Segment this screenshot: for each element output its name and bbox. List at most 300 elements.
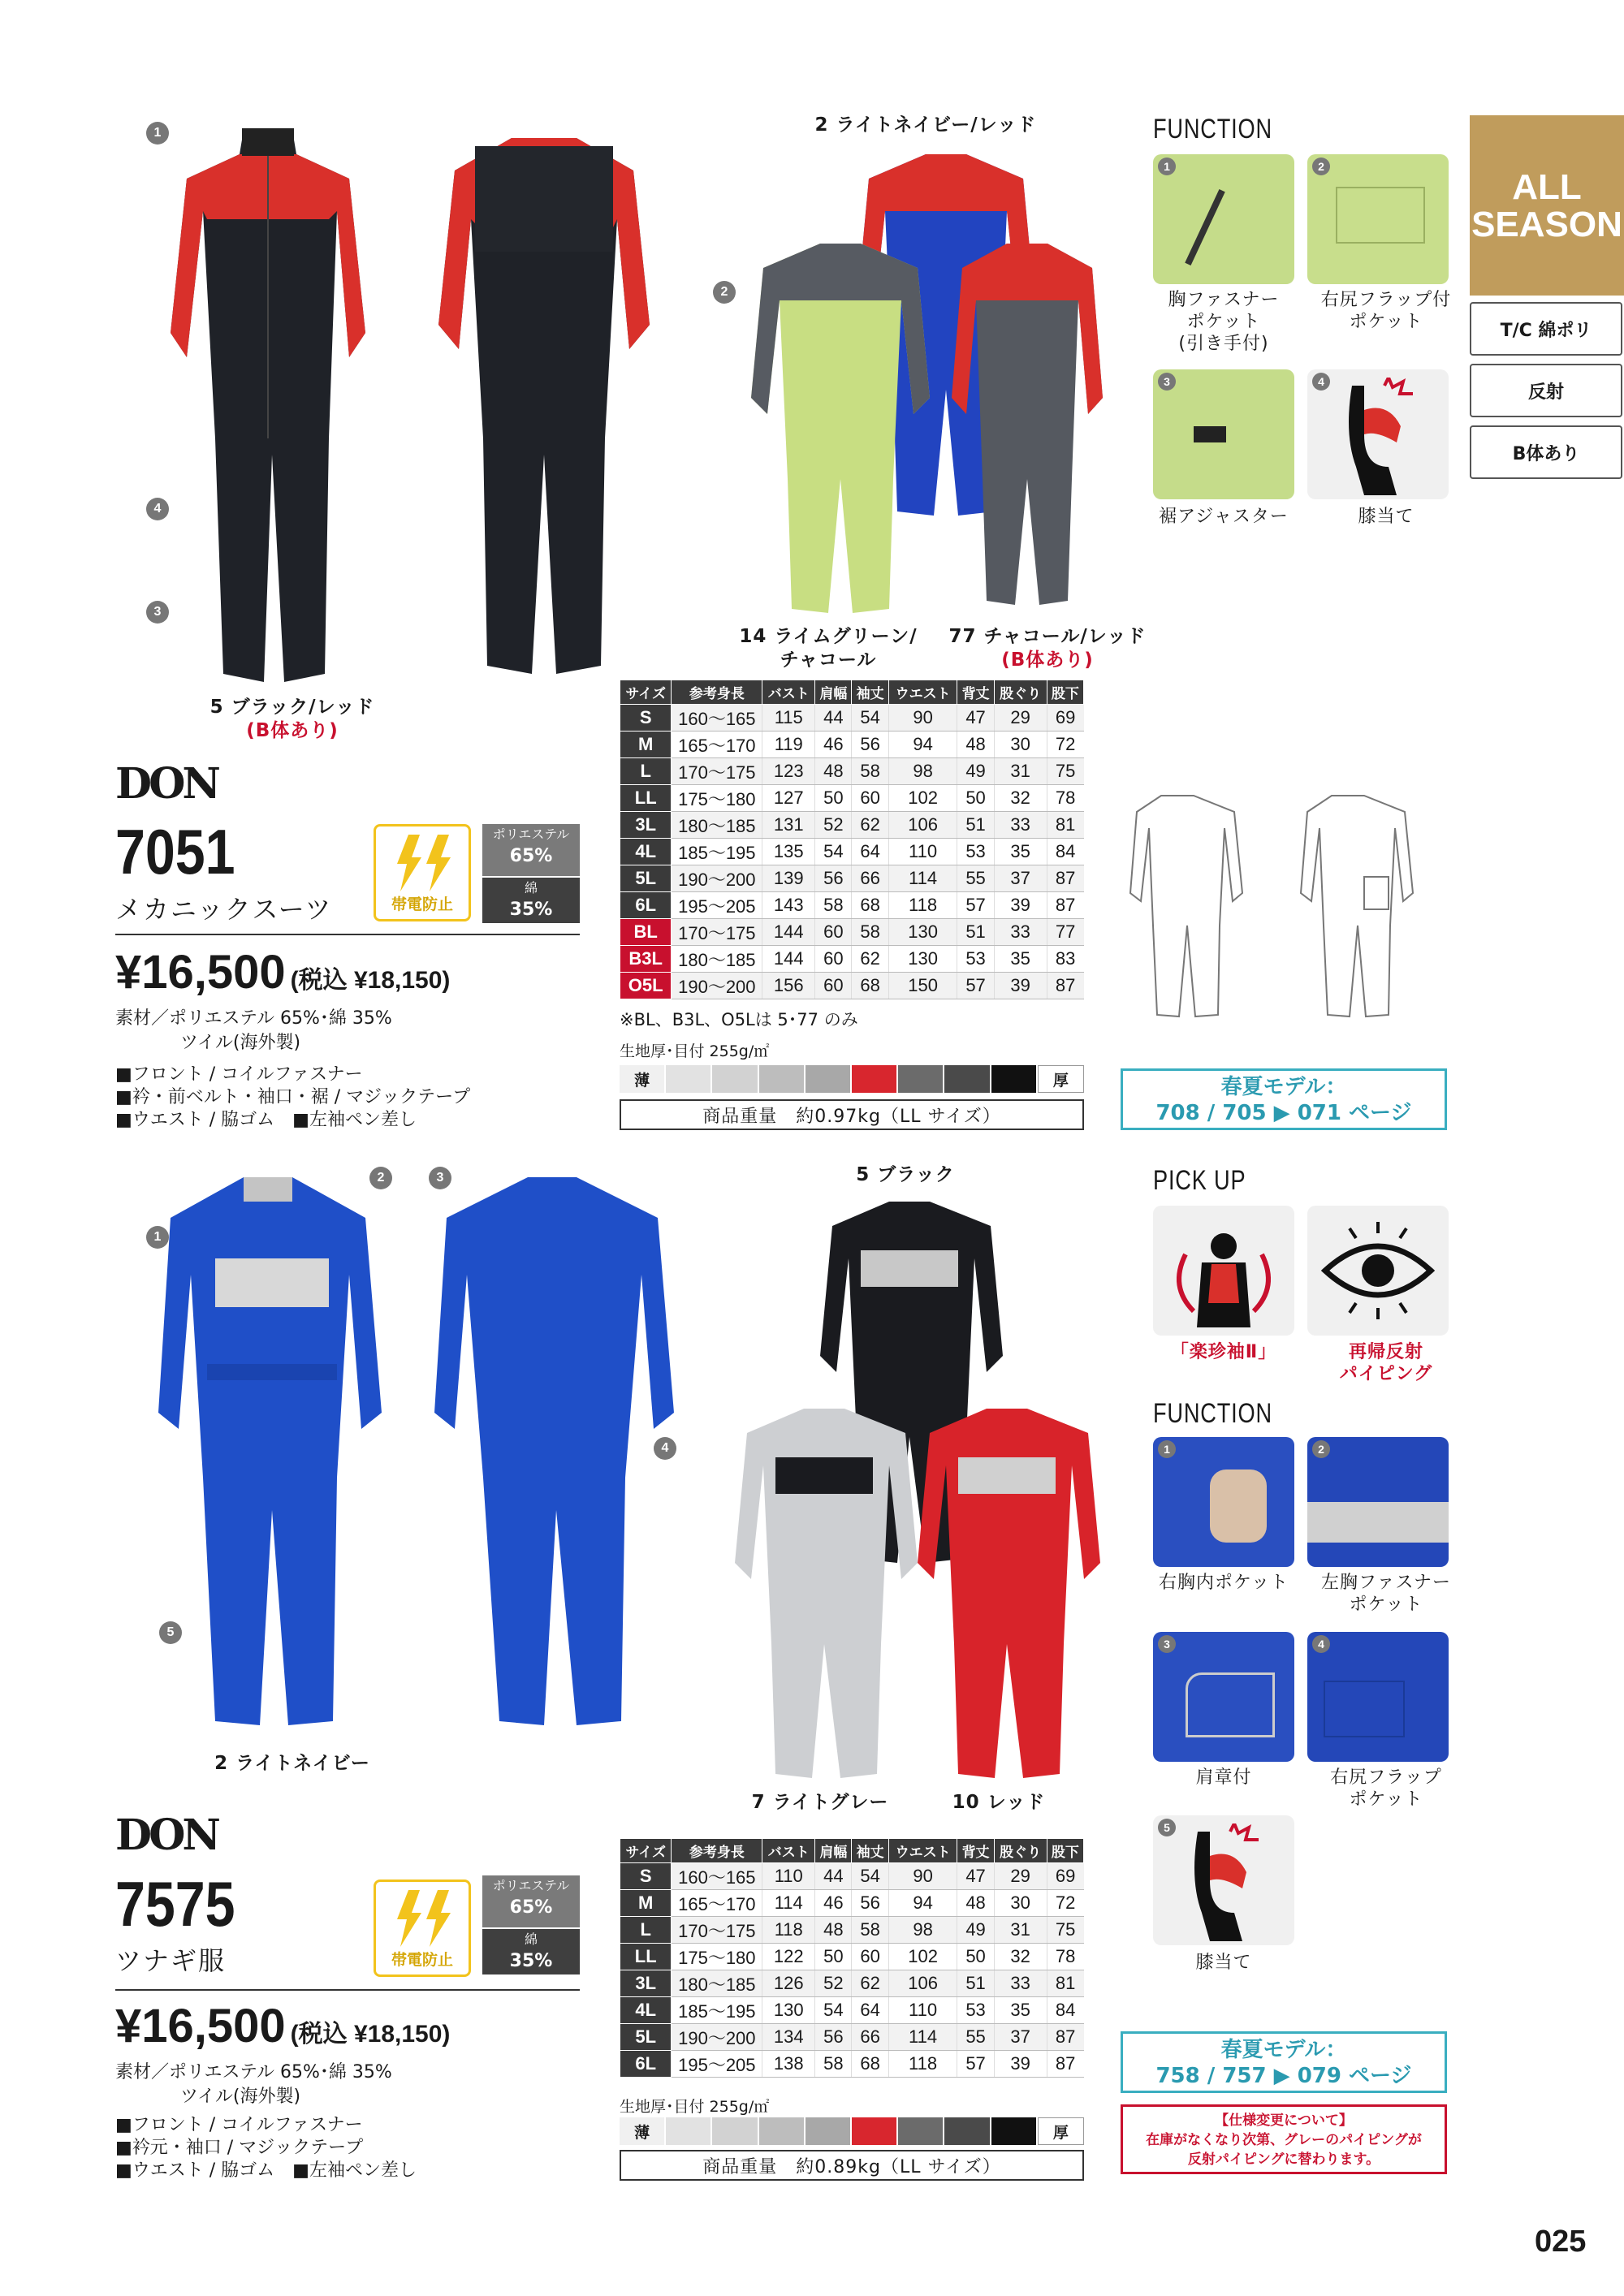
caption-black: 5 ブラック (856, 1164, 955, 1185)
table-cell: 54 (815, 839, 852, 865)
table-cell: 130 (888, 946, 957, 973)
table-cell: 66 (852, 2024, 888, 2051)
caption-red: 10 レッド (952, 1792, 1046, 1813)
product-weight: 商品重量 約0.89kg（LL サイズ） (620, 2150, 1084, 2181)
table-cell: 144 (762, 919, 815, 946)
table-cell: 50 (815, 1944, 852, 1970)
table-cell: 50 (815, 785, 852, 812)
table-cell: 72 (1047, 732, 1083, 758)
function-label-5: 膝当て (1195, 1953, 1252, 1973)
function-label-4: 膝当て (1358, 507, 1415, 527)
spring-model-link-1[interactable]: 春夏モデル： 708 / 705 ▶ 071 ページ (1121, 1068, 1447, 1130)
table-cell: 51 (957, 919, 994, 946)
table-cell: 190～200 (672, 973, 762, 999)
spec-change-notice: 【仕様変更について】 在庫がなくなり次第、グレーのパイピングが 反射パイピングに替わります。 (1121, 2104, 1447, 2174)
size-cell: 3L (620, 812, 672, 839)
caption-charcoal: 77 チャコール/レッド (B体あり) (948, 626, 1147, 671)
table-row (620, 919, 1084, 946)
thickness-label: 生地厚･目付 255g/㎡ (620, 2098, 770, 2116)
table-header: 股ぐり (994, 1839, 1047, 1863)
table-row (620, 1863, 1084, 1890)
table-cell: 114 (888, 865, 957, 892)
table-header: サイズ (620, 680, 672, 705)
function-label-2: 左胸ファスナー ポケット (1320, 1573, 1452, 1615)
table-header: 股下 (1047, 1839, 1083, 1863)
table-cell: 49 (957, 758, 994, 785)
spring-model-link-2[interactable]: 春夏モデル： 758 / 757 ▶ 079 ページ (1121, 2031, 1447, 2093)
table-cell: 90 (888, 705, 957, 732)
table-cell: 52 (815, 812, 852, 839)
table-cell: 29 (994, 705, 1047, 732)
table-cell: 195～205 (672, 892, 762, 919)
table-cell: 150 (888, 973, 957, 999)
fabric-cotton: 綿 35% (482, 878, 580, 923)
table-cell: 98 (888, 1917, 957, 1944)
table-header: 袖丈 (852, 1839, 888, 1863)
table-row (620, 1997, 1084, 2024)
table-cell: 87 (1047, 2024, 1083, 2051)
table-header: 股ぐり (994, 680, 1047, 705)
table-cell: 94 (888, 732, 957, 758)
table-cell: 98 (888, 758, 957, 785)
table-cell: 185～195 (672, 1997, 762, 2024)
table-cell: 54 (815, 1997, 852, 2024)
table-row (620, 2051, 1084, 2078)
eye-icon (1317, 1222, 1439, 1319)
table-header: バスト (762, 680, 815, 705)
table-cell: 130 (888, 919, 957, 946)
table-cell: 87 (1047, 892, 1083, 919)
table-cell: 50 (957, 785, 994, 812)
function-label-2: 右尻フラップ付 ポケット (1320, 290, 1452, 332)
table-cell: 170～175 (672, 1917, 762, 1944)
size-cell: BL (620, 919, 672, 946)
size-cell: M (620, 732, 672, 758)
table-cell: 160～165 (672, 1863, 762, 1890)
table-cell: 62 (852, 1970, 888, 1997)
function-photo-4: 4 (1307, 1632, 1449, 1762)
brand-logo: DON (115, 1810, 218, 1860)
model-number: 7575 (115, 1868, 235, 1940)
table-cell: 118 (888, 2051, 957, 2078)
table-cell: 58 (815, 892, 852, 919)
caption-black-red: 5 ブラック/レッド (B体あり) (209, 697, 375, 741)
all-season-tab: ALL SEASON (1470, 115, 1624, 296)
bolt-icon (391, 1890, 459, 1947)
table-cell: 37 (994, 865, 1047, 892)
table-cell: 44 (815, 705, 852, 732)
fabric-polyester: ポリエステル 65% (482, 1875, 580, 1927)
function-photo-3: 3 (1153, 369, 1294, 499)
knee-icon (1186, 1823, 1267, 1941)
table-cell: 37 (994, 2024, 1047, 2051)
material: 素材／ポリエステル 65%･綿 35% ツイル(海外製) (115, 1008, 392, 1053)
table-cell: 115 (762, 705, 815, 732)
table-cell: 81 (1047, 1970, 1083, 1997)
table-cell: 33 (994, 1970, 1047, 1997)
size-cell: 4L (620, 1997, 672, 2024)
table-cell: 143 (762, 892, 815, 919)
table-cell: 110 (762, 1863, 815, 1890)
table-cell: 39 (994, 973, 1047, 999)
table-note: ※BL、B3L、O5Lは 5･77 のみ (620, 1010, 858, 1029)
table-row (620, 705, 1084, 732)
table-cell: 156 (762, 973, 815, 999)
suit-7575-blue-back (426, 1169, 678, 1729)
table-header: 背丈 (957, 1839, 994, 1863)
table-row (620, 1917, 1084, 1944)
table-cell: 33 (994, 919, 1047, 946)
function-label-3: 裾アジャスター (1159, 507, 1289, 527)
table-header: 肩幅 (815, 680, 852, 705)
callout-3: 3 (146, 601, 169, 624)
table-cell: 138 (762, 2051, 815, 2078)
function-label-1: 右胸内ポケット (1159, 1573, 1289, 1593)
table-cell: 46 (815, 1890, 852, 1917)
antistatic-badge: 帯電防止 (374, 824, 471, 921)
table-cell: 49 (957, 1917, 994, 1944)
table-cell: 118 (762, 1917, 815, 1944)
table-cell: 83 (1047, 946, 1083, 973)
table-row (620, 812, 1084, 839)
table-cell: 57 (957, 973, 994, 999)
table-cell: 56 (815, 2024, 852, 2051)
table-cell: 118 (888, 892, 957, 919)
function-label-4: 右尻フラップ ポケット (1330, 1767, 1442, 1810)
table-cell: 62 (852, 946, 888, 973)
size-cell: 5L (620, 865, 672, 892)
function-photo-2: 2 (1307, 1437, 1449, 1567)
table-cell: 35 (994, 1997, 1047, 2024)
features: ■フロント / コイルファスナー ■衿元・袖口 / マジックテープ ■ウエスト / 脇ゴム ■左袖ペン差し (115, 2115, 417, 2181)
table-cell: 68 (852, 892, 888, 919)
size-cell: 3L (620, 1970, 672, 1997)
function-title-2: FUNCTION (1153, 1398, 1272, 1429)
table-cell: 114 (762, 1890, 815, 1917)
table-cell: 190～200 (672, 2024, 762, 2051)
function-photo-1: 1 (1153, 1437, 1294, 1567)
pickup-reflective-icon (1307, 1206, 1449, 1336)
size-cell: L (620, 1917, 672, 1944)
table-row (620, 1944, 1084, 1970)
table-cell: 72 (1047, 1890, 1083, 1917)
table-cell: 64 (852, 839, 888, 865)
pickup-label-1: 「楽珍袖Ⅱ」 (1170, 1342, 1277, 1362)
product-name: メカニックスーツ (115, 894, 333, 925)
callout-3: 3 (429, 1167, 451, 1189)
table-cell: 110 (888, 839, 957, 865)
table-cell: 106 (888, 812, 957, 839)
table-cell: 170～175 (672, 919, 762, 946)
table-row (620, 865, 1084, 892)
table-cell: 69 (1047, 1863, 1083, 1890)
product-weight: 商品重量 約0.97kg（LL サイズ） (620, 1099, 1084, 1130)
table-cell: 35 (994, 839, 1047, 865)
price: ¥16,500 (税込 ¥18,150) (115, 2000, 451, 2052)
table-header: サイズ (620, 1839, 672, 1863)
table-cell: 68 (852, 2051, 888, 2078)
table-cell: 50 (957, 1944, 994, 1970)
table-row (620, 973, 1084, 999)
material: 素材／ポリエステル 65%･綿 35% ツイル(海外製) (115, 2062, 392, 2107)
thickness-scale: 薄 厚 (620, 1065, 1084, 1093)
table-row (620, 892, 1084, 919)
size-cell: 6L (620, 892, 672, 919)
table-cell: 123 (762, 758, 815, 785)
table-cell: 165～170 (672, 1890, 762, 1917)
size-cell: 6L (620, 2051, 672, 2078)
table-cell: 32 (994, 1944, 1047, 1970)
knee-icon (1340, 378, 1421, 495)
table-cell: 60 (852, 1944, 888, 1970)
table-cell: 68 (852, 973, 888, 999)
size-cell: L (620, 758, 672, 785)
table-cell: 175～180 (672, 785, 762, 812)
table-header: 股下 (1047, 680, 1083, 705)
table-cell: 78 (1047, 1944, 1083, 1970)
table-row (620, 946, 1084, 973)
table-cell: 130 (762, 1997, 815, 2024)
price: ¥16,500 (税込 ¥18,150) (115, 946, 451, 999)
table-cell: 87 (1047, 973, 1083, 999)
size-cell: B3L (620, 946, 672, 973)
table-cell: 53 (957, 1997, 994, 2024)
fabric-polyester: ポリエステル 65% (482, 824, 580, 876)
table-cell: 58 (815, 2051, 852, 2078)
suit-7051-black-front (162, 114, 374, 698)
size-cell: S (620, 1863, 672, 1890)
callout-1: 1 (146, 122, 169, 145)
table-cell: 84 (1047, 839, 1083, 865)
table-cell: 66 (852, 865, 888, 892)
table-cell: 30 (994, 1890, 1047, 1917)
function-label-1: 胸ファスナー ポケット (引き手付) (1168, 290, 1280, 354)
table-cell: 48 (815, 758, 852, 785)
pickup-label-2: 再帰反射 パイピング (1339, 1342, 1433, 1384)
function-label-3: 肩章付 (1195, 1767, 1252, 1788)
table-cell: 114 (888, 2024, 957, 2051)
tech-drawing-7051 (1121, 788, 1453, 1023)
suit-7051-charcoal (950, 235, 1104, 609)
table-cell: 46 (815, 732, 852, 758)
callout-4: 4 (146, 498, 169, 520)
table-cell: 54 (852, 705, 888, 732)
features: ■フロント / コイルファスナー ■衿・前ベルト・袖口・裾 / マジックテープ ■ウエスト / 脇ゴム ■左袖ペン差し (115, 1064, 471, 1130)
table-cell: 57 (957, 2051, 994, 2078)
table-cell: 60 (815, 919, 852, 946)
table-cell: 48 (815, 1917, 852, 1944)
product-name: ツナギ服 (115, 1945, 227, 1976)
table-cell: 78 (1047, 785, 1083, 812)
table-cell: 51 (957, 812, 994, 839)
thickness-scale: 薄 厚 (620, 2117, 1084, 2145)
callout-4: 4 (654, 1437, 676, 1460)
table-cell: 54 (852, 1863, 888, 1890)
table-cell: 170～175 (672, 758, 762, 785)
table-cell: 60 (815, 946, 852, 973)
table-cell: 84 (1047, 1997, 1083, 2024)
suit-7051-black-back (430, 114, 658, 682)
table-cell: 77 (1047, 919, 1083, 946)
table-cell: 56 (852, 1890, 888, 1917)
size-cell: M (620, 1890, 672, 1917)
table-cell: 39 (994, 892, 1047, 919)
divider (115, 1989, 580, 1991)
table-cell: 127 (762, 785, 815, 812)
table-cell: 48 (957, 732, 994, 758)
table-cell: 126 (762, 1970, 815, 1997)
caption-lime: 14 ライムグリーン/ チャコール (739, 626, 918, 671)
caption-grey: 7 ライトグレー (751, 1792, 889, 1813)
divider (115, 934, 580, 935)
function-photo-5: 5 (1153, 1815, 1294, 1945)
page-number: 025 (1535, 2225, 1587, 2259)
antistatic-badge: 帯電防止 (374, 1880, 471, 1977)
caption-blue: 2 ライトネイビー (214, 1753, 370, 1774)
size-table-7051 (620, 680, 1084, 999)
table-cell: 60 (815, 973, 852, 999)
table-cell: 90 (888, 1863, 957, 1890)
table-cell: 56 (852, 732, 888, 758)
function-photo-1: 1 (1153, 154, 1294, 284)
table-cell: 75 (1047, 758, 1083, 785)
table-header: ウエスト (888, 680, 957, 705)
table-header: バスト (762, 1839, 815, 1863)
table-cell: 51 (957, 1970, 994, 1997)
bolt-icon (391, 835, 459, 891)
table-cell: 180～185 (672, 1970, 762, 1997)
table-header: 肩幅 (815, 1839, 852, 1863)
table-cell: 134 (762, 2024, 815, 2051)
table-cell: 48 (957, 1890, 994, 1917)
suit-7051-lime (747, 235, 934, 617)
table-cell: 31 (994, 758, 1047, 785)
table-header: ウエスト (888, 1839, 957, 1863)
size-cell: LL (620, 1944, 672, 1970)
table-cell: 110 (888, 1997, 957, 2024)
table-header: 袖丈 (852, 680, 888, 705)
table-header: 背丈 (957, 680, 994, 705)
table-cell: 139 (762, 865, 815, 892)
table-row (620, 758, 1084, 785)
table-cell: 185～195 (672, 839, 762, 865)
table-cell: 102 (888, 1944, 957, 1970)
table-cell: 87 (1047, 865, 1083, 892)
table-header: 参考身長 (672, 680, 762, 705)
table-cell: 58 (852, 758, 888, 785)
table-cell: 53 (957, 946, 994, 973)
table-cell: 32 (994, 785, 1047, 812)
table-cell: 122 (762, 1944, 815, 1970)
pickup-sleeve-icon (1153, 1206, 1294, 1336)
table-cell: 55 (957, 865, 994, 892)
function-photo-4: 4 (1307, 369, 1449, 499)
model-number: 7051 (115, 816, 235, 887)
callout-2: 2 (713, 281, 736, 304)
table-row (620, 732, 1084, 758)
table-cell: 58 (852, 919, 888, 946)
table-cell: 180～185 (672, 812, 762, 839)
table-row (620, 1970, 1084, 1997)
table-cell: 52 (815, 1970, 852, 1997)
size-cell: O5L (620, 973, 672, 999)
size-cell: S (620, 705, 672, 732)
callout-1: 1 (146, 1226, 169, 1249)
table-cell: 102 (888, 785, 957, 812)
table-cell: 29 (994, 1863, 1047, 1890)
caption-navy-red: 2 ライトネイビー/レッド (814, 114, 1037, 136)
table-cell: 180～185 (672, 946, 762, 973)
table-cell: 190～200 (672, 865, 762, 892)
table-row (620, 1890, 1084, 1917)
table-cell: 106 (888, 1970, 957, 1997)
size-cell: 5L (620, 2024, 672, 2051)
tag-reflective: 反射 (1470, 364, 1622, 417)
table-cell: 47 (957, 705, 994, 732)
table-cell: 175～180 (672, 1944, 762, 1970)
table-cell: 144 (762, 946, 815, 973)
table-cell: 56 (815, 865, 852, 892)
size-table-7575 (620, 1838, 1084, 2078)
suit-7575-grey (727, 1400, 922, 1782)
table-cell: 160～165 (672, 705, 762, 732)
function-title-1: FUNCTION (1153, 114, 1272, 145)
table-row (620, 839, 1084, 865)
table-cell: 75 (1047, 1917, 1083, 1944)
table-cell: 33 (994, 812, 1047, 839)
table-cell: 135 (762, 839, 815, 865)
table-cell: 47 (957, 1863, 994, 1890)
table-header: 参考身長 (672, 1839, 762, 1863)
tag-b-size: B体あり (1470, 425, 1622, 479)
table-row (620, 785, 1084, 812)
table-cell: 131 (762, 812, 815, 839)
table-cell: 60 (852, 785, 888, 812)
table-cell: 55 (957, 2024, 994, 2051)
table-cell: 57 (957, 892, 994, 919)
table-cell: 69 (1047, 705, 1083, 732)
table-cell: 62 (852, 812, 888, 839)
brand-logo: DON (115, 759, 218, 809)
suit-7575-blue-front (150, 1169, 386, 1729)
tag-fabric: T/C 綿ポリ (1470, 302, 1622, 356)
table-cell: 87 (1047, 2051, 1083, 2078)
table-cell: 119 (762, 732, 815, 758)
table-cell: 30 (994, 732, 1047, 758)
table-cell: 58 (852, 1917, 888, 1944)
table-cell: 195～205 (672, 2051, 762, 2078)
callout-2: 2 (369, 1167, 392, 1189)
fabric-cotton: 綿 35% (482, 1929, 580, 1974)
table-cell: 81 (1047, 812, 1083, 839)
function-photo-2: 2 (1307, 154, 1449, 284)
table-row (620, 2024, 1084, 2051)
pickup-title: PICK UP (1153, 1165, 1246, 1196)
table-cell: 44 (815, 1863, 852, 1890)
function-photo-3: 3 (1153, 1632, 1294, 1762)
table-cell: 35 (994, 946, 1047, 973)
size-cell: LL (620, 785, 672, 812)
callout-5: 5 (159, 1621, 182, 1644)
table-cell: 165～170 (672, 732, 762, 758)
table-cell: 53 (957, 839, 994, 865)
table-cell: 31 (994, 1917, 1047, 1944)
suit-7575-red (909, 1400, 1104, 1782)
table-cell: 39 (994, 2051, 1047, 2078)
table-cell: 64 (852, 1997, 888, 2024)
size-cell: 4L (620, 839, 672, 865)
table-cell: 94 (888, 1890, 957, 1917)
